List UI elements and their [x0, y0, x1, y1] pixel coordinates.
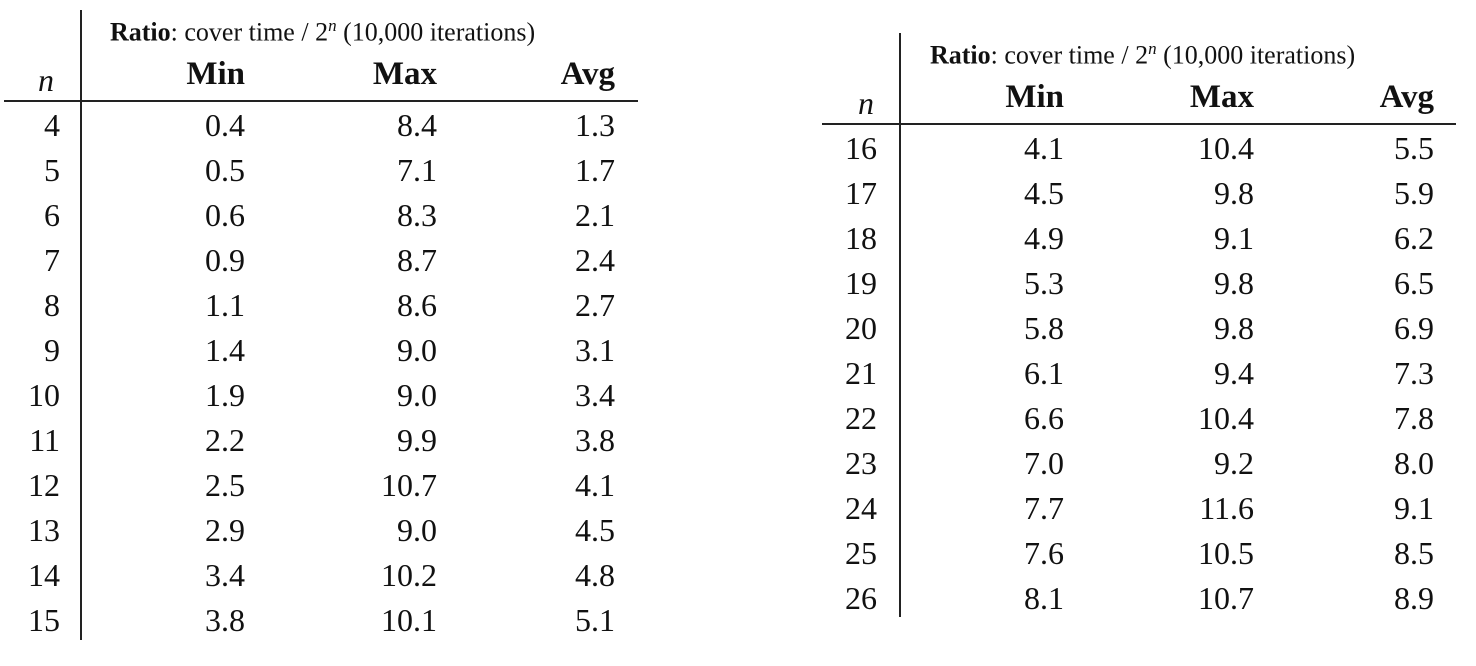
header-avg: Avg [1379, 79, 1434, 115]
cell-avg: 6.5 [1394, 265, 1434, 301]
cell-avg: 2.7 [575, 287, 615, 323]
cell-n: 10 [28, 377, 60, 413]
cell-n: 7 [44, 242, 60, 278]
cell-max: 9.8 [1214, 175, 1254, 211]
column-divider [899, 33, 901, 617]
cell-avg: 5.5 [1394, 130, 1434, 166]
cell-max: 10.7 [381, 467, 437, 503]
cell-min: 7.0 [1024, 445, 1064, 481]
cell-max: 9.0 [397, 377, 437, 413]
cell-n: 16 [845, 130, 877, 166]
cell-max: 11.6 [1199, 490, 1254, 526]
cell-max: 10.1 [381, 602, 437, 638]
cell-n: 4 [44, 107, 60, 143]
cell-min: 1.4 [205, 332, 245, 368]
caption-tail: (10,000 iterations) [1156, 40, 1356, 70]
cell-n: 20 [845, 310, 877, 346]
cell-max: 7.1 [397, 152, 437, 188]
cell-min: 1.9 [205, 377, 245, 413]
cell-n: 13 [28, 512, 60, 548]
caption-bold: Ratio [930, 40, 991, 70]
cell-max: 9.9 [397, 422, 437, 458]
cell-max: 10.4 [1198, 400, 1254, 436]
cell-n: 23 [845, 445, 877, 481]
cell-n: 11 [29, 422, 60, 458]
cell-max: 8.3 [397, 197, 437, 233]
cell-n: 9 [44, 332, 60, 368]
cell-avg: 7.3 [1394, 355, 1434, 391]
cell-min: 4.9 [1024, 220, 1064, 256]
table-caption [110, 16, 535, 48]
cell-n: 5 [44, 152, 60, 188]
header-rule [822, 123, 1456, 125]
cell-n: 22 [845, 400, 877, 436]
cell-max: 9.0 [397, 512, 437, 548]
cell-avg: 5.1 [575, 602, 615, 638]
cell-max: 10.5 [1198, 535, 1254, 571]
cell-n: 21 [845, 355, 877, 391]
cell-min: 7.6 [1024, 535, 1064, 571]
cell-max: 10.4 [1198, 130, 1254, 166]
cell-min: 1.1 [205, 287, 245, 323]
cell-min: 6.6 [1024, 400, 1064, 436]
cell-min: 0.9 [205, 242, 245, 278]
cell-n: 6 [44, 197, 60, 233]
cell-avg: 2.1 [575, 197, 615, 233]
cell-max: 9.4 [1214, 355, 1254, 391]
header-max: Max [1189, 79, 1254, 115]
cell-avg: 9.1 [1394, 490, 1434, 526]
cell-min: 6.1 [1024, 355, 1064, 391]
cell-avg: 4.1 [575, 467, 615, 503]
cell-min: 0.5 [205, 152, 245, 188]
header-rule [4, 100, 638, 102]
cell-avg: 1.7 [575, 152, 615, 188]
cell-n: 14 [28, 557, 60, 593]
cell-avg: 4.5 [575, 512, 615, 548]
cell-avg: 8.0 [1394, 445, 1434, 481]
header-avg: Avg [560, 56, 615, 92]
cell-max: 9.8 [1214, 310, 1254, 346]
cell-min: 0.4 [205, 107, 245, 143]
cell-n: 24 [845, 490, 877, 526]
cell-max: 9.0 [397, 332, 437, 368]
cell-avg: 8.9 [1394, 580, 1434, 616]
column-divider [80, 10, 82, 640]
cell-max: 10.7 [1198, 580, 1254, 616]
table-caption [930, 39, 1355, 71]
header-min: Min [1005, 79, 1064, 115]
cell-min: 3.4 [205, 557, 245, 593]
cell-max: 8.6 [397, 287, 437, 323]
caption-text: : cover time / 2 [990, 40, 1149, 70]
header-max: Max [372, 56, 437, 92]
cell-avg: 1.3 [575, 107, 615, 143]
cell-n: 25 [845, 535, 877, 571]
caption-bold: Ratio [110, 17, 171, 47]
caption-exponent: n [1148, 39, 1157, 58]
cell-min: 2.2 [205, 422, 245, 458]
cell-avg: 4.8 [575, 557, 615, 593]
cell-n: 8 [44, 287, 60, 323]
cell-n: 12 [28, 467, 60, 503]
cell-avg: 3.1 [575, 332, 615, 368]
cell-avg: 3.8 [575, 422, 615, 458]
cell-n: 15 [28, 602, 60, 638]
cell-min: 4.5 [1024, 175, 1064, 211]
cell-min: 7.7 [1024, 490, 1064, 526]
cell-max: 8.4 [397, 107, 437, 143]
cell-avg: 6.2 [1394, 220, 1434, 256]
cell-min: 3.8 [205, 602, 245, 638]
cell-avg: 2.4 [575, 242, 615, 278]
cell-min: 0.6 [205, 197, 245, 233]
cell-avg: 6.9 [1394, 310, 1434, 346]
caption-exponent: n [328, 16, 337, 35]
cell-n: 19 [845, 265, 877, 301]
cell-n: 17 [845, 175, 877, 211]
cell-min: 5.3 [1024, 265, 1064, 301]
caption-tail: (10,000 iterations) [336, 17, 536, 47]
cell-min: 4.1 [1024, 130, 1064, 166]
cell-max: 9.8 [1214, 265, 1254, 301]
cell-avg: 8.5 [1394, 535, 1434, 571]
cell-min: 2.5 [205, 467, 245, 503]
header-n: n [38, 62, 54, 98]
cell-max: 8.7 [397, 242, 437, 278]
cell-n: 26 [845, 580, 877, 616]
cell-min: 2.9 [205, 512, 245, 548]
cell-avg: 3.4 [575, 377, 615, 413]
cell-max: 9.2 [1214, 445, 1254, 481]
cell-avg: 5.9 [1394, 175, 1434, 211]
cell-n: 18 [845, 220, 877, 256]
caption-text: : cover time / 2 [170, 17, 329, 47]
cell-min: 5.8 [1024, 310, 1064, 346]
header-min: Min [186, 56, 245, 92]
cell-max: 10.2 [381, 557, 437, 593]
cell-avg: 7.8 [1394, 400, 1434, 436]
cell-min: 8.1 [1024, 580, 1064, 616]
cell-max: 9.1 [1214, 220, 1254, 256]
header-n: n [858, 85, 874, 121]
